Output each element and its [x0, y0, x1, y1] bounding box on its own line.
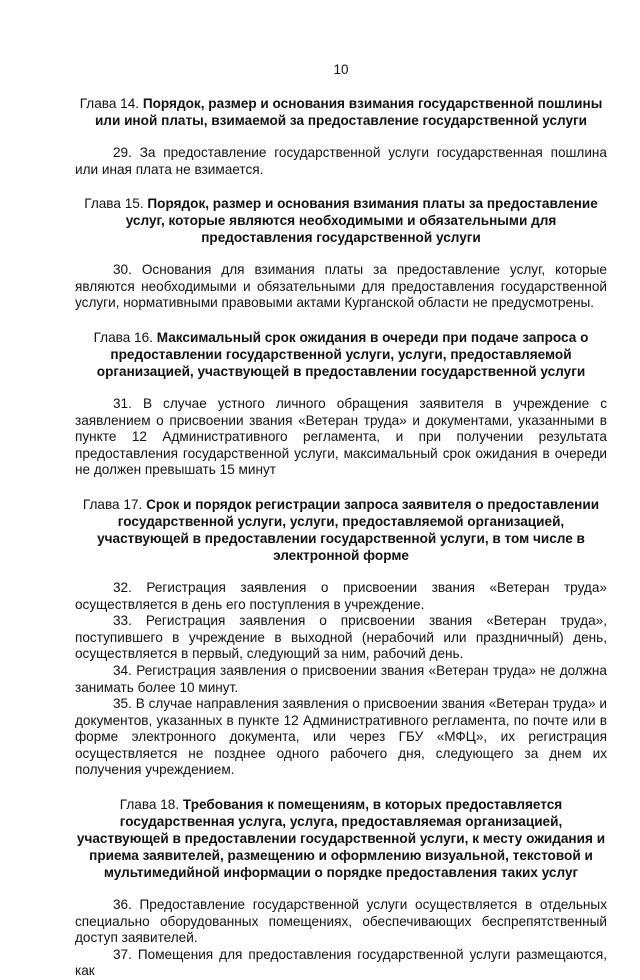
chapter-prefix: Глава 16. [93, 329, 157, 345]
chapter-title: Максимальный срок ожидания в очереди при подаче запроса о предоставлении государственной услуги, услуги, предоставляемой организацией, участвующей в предоставлении государственной услуги [96, 329, 589, 379]
chapter-prefix: Глава 15. [84, 196, 148, 212]
paragraph-32: 32. Регистрация заявления о присвоении звания «Ветеран труда» осуществляется в день его поступления в учреждение. [75, 579, 607, 612]
chapter-prefix: Глава 17. [82, 496, 147, 512]
section-chapter-17 [75, 496, 607, 779]
paragraph-37: 37. Помещения для предоставления государственной услуги размещаются, как [75, 946, 607, 979]
chapter-title: Требования к помещениям, в которых предоставляется государственная услуга, услуга, предоставляемая организацией, участвующей в предоставлении государственной услуги, к месту ожидания и приема заявителей, размещению и оформлению визуальной, текстовой и мультимедийной информации о порядке предоставления таких услуг [76, 797, 606, 881]
section-chapter-15 [75, 195, 607, 312]
paragraph-29: 29. За предоставление государственной услуги государственная пошлина или иная плата не взимается. [75, 145, 607, 177]
paragraph-36: 36. Предоставление государственной услуги осуществляется в отдельных специально оборудованных помещениях, обеспечивающих беспрепятственный доступ заявителей. [75, 897, 607, 946]
paragraph-30: 30. Основания для взимания платы за предоставление услуг, которые являются необходимыми и обязательными для предоставления государственной услуги, нормативными правовыми актами Курганской области не предусмотрены. [75, 262, 607, 311]
paragraph-33: 33. Регистрация заявления о присвоении звания «Ветеран труда», поступившего в учреждение в выходной (нерабочий или праздничный) день, осуществляется в первый, следующий за ним, рабочий день. [75, 613, 607, 662]
chapter-heading [75, 195, 607, 246]
section-chapter-18 [75, 796, 607, 980]
page-number: 10 [333, 62, 349, 77]
chapter-title: Порядок, размер и основания взимания государственной пошлины или иной платы, взимаемой за предоставление государственной услуги [94, 96, 603, 128]
section-chapter-16 [75, 329, 607, 479]
paragraph-34: 34. Регистрация заявления о присвоении звания «Ветеран труда» не должна занимать более 10 минут. [75, 662, 607, 695]
section-chapter-14 [75, 95, 607, 178]
chapter-heading [75, 329, 607, 380]
chapter-heading [75, 95, 607, 129]
chapter-heading [75, 796, 607, 881]
paragraph-35: 35. В случае направления заявления о присвоении звания «Ветеран труда» и документов, указанных в пункте 12 Административного регламента, по почте или в форме электронного документа, или через ГБУ «МФЦ», их регистрация осуществляется не позднее одного рабочего дня, следующего за днем их получения учреждением. [75, 696, 607, 778]
chapter-prefix: Глава 18. [119, 797, 183, 813]
chapter-heading [75, 496, 607, 564]
chapter-title: Порядок, размер и основания взимания платы за предоставление услуг, которые являются необходимыми и обязательными для предоставления государственной услуги [125, 196, 598, 246]
chapter-title: Срок и порядок регистрации запроса заявителя о предоставлении государственной услуги, услуги, предоставляемой организацией, участвующей в предоставлении государственной услуги, в том числе в электронной форме [97, 496, 600, 563]
chapter-prefix: Глава 14. [79, 96, 143, 111]
paragraph-31: 31. В случае устного личного обращения заявителя в учреждение с заявлением о присвоении звания «Ветеран труда» и документами, указанными в пункте 12 Административного регламента, и при получении результата предоставления государственной услуги, максимальный срок ожидания в очереди не должен превышать 15 минут [75, 395, 607, 478]
